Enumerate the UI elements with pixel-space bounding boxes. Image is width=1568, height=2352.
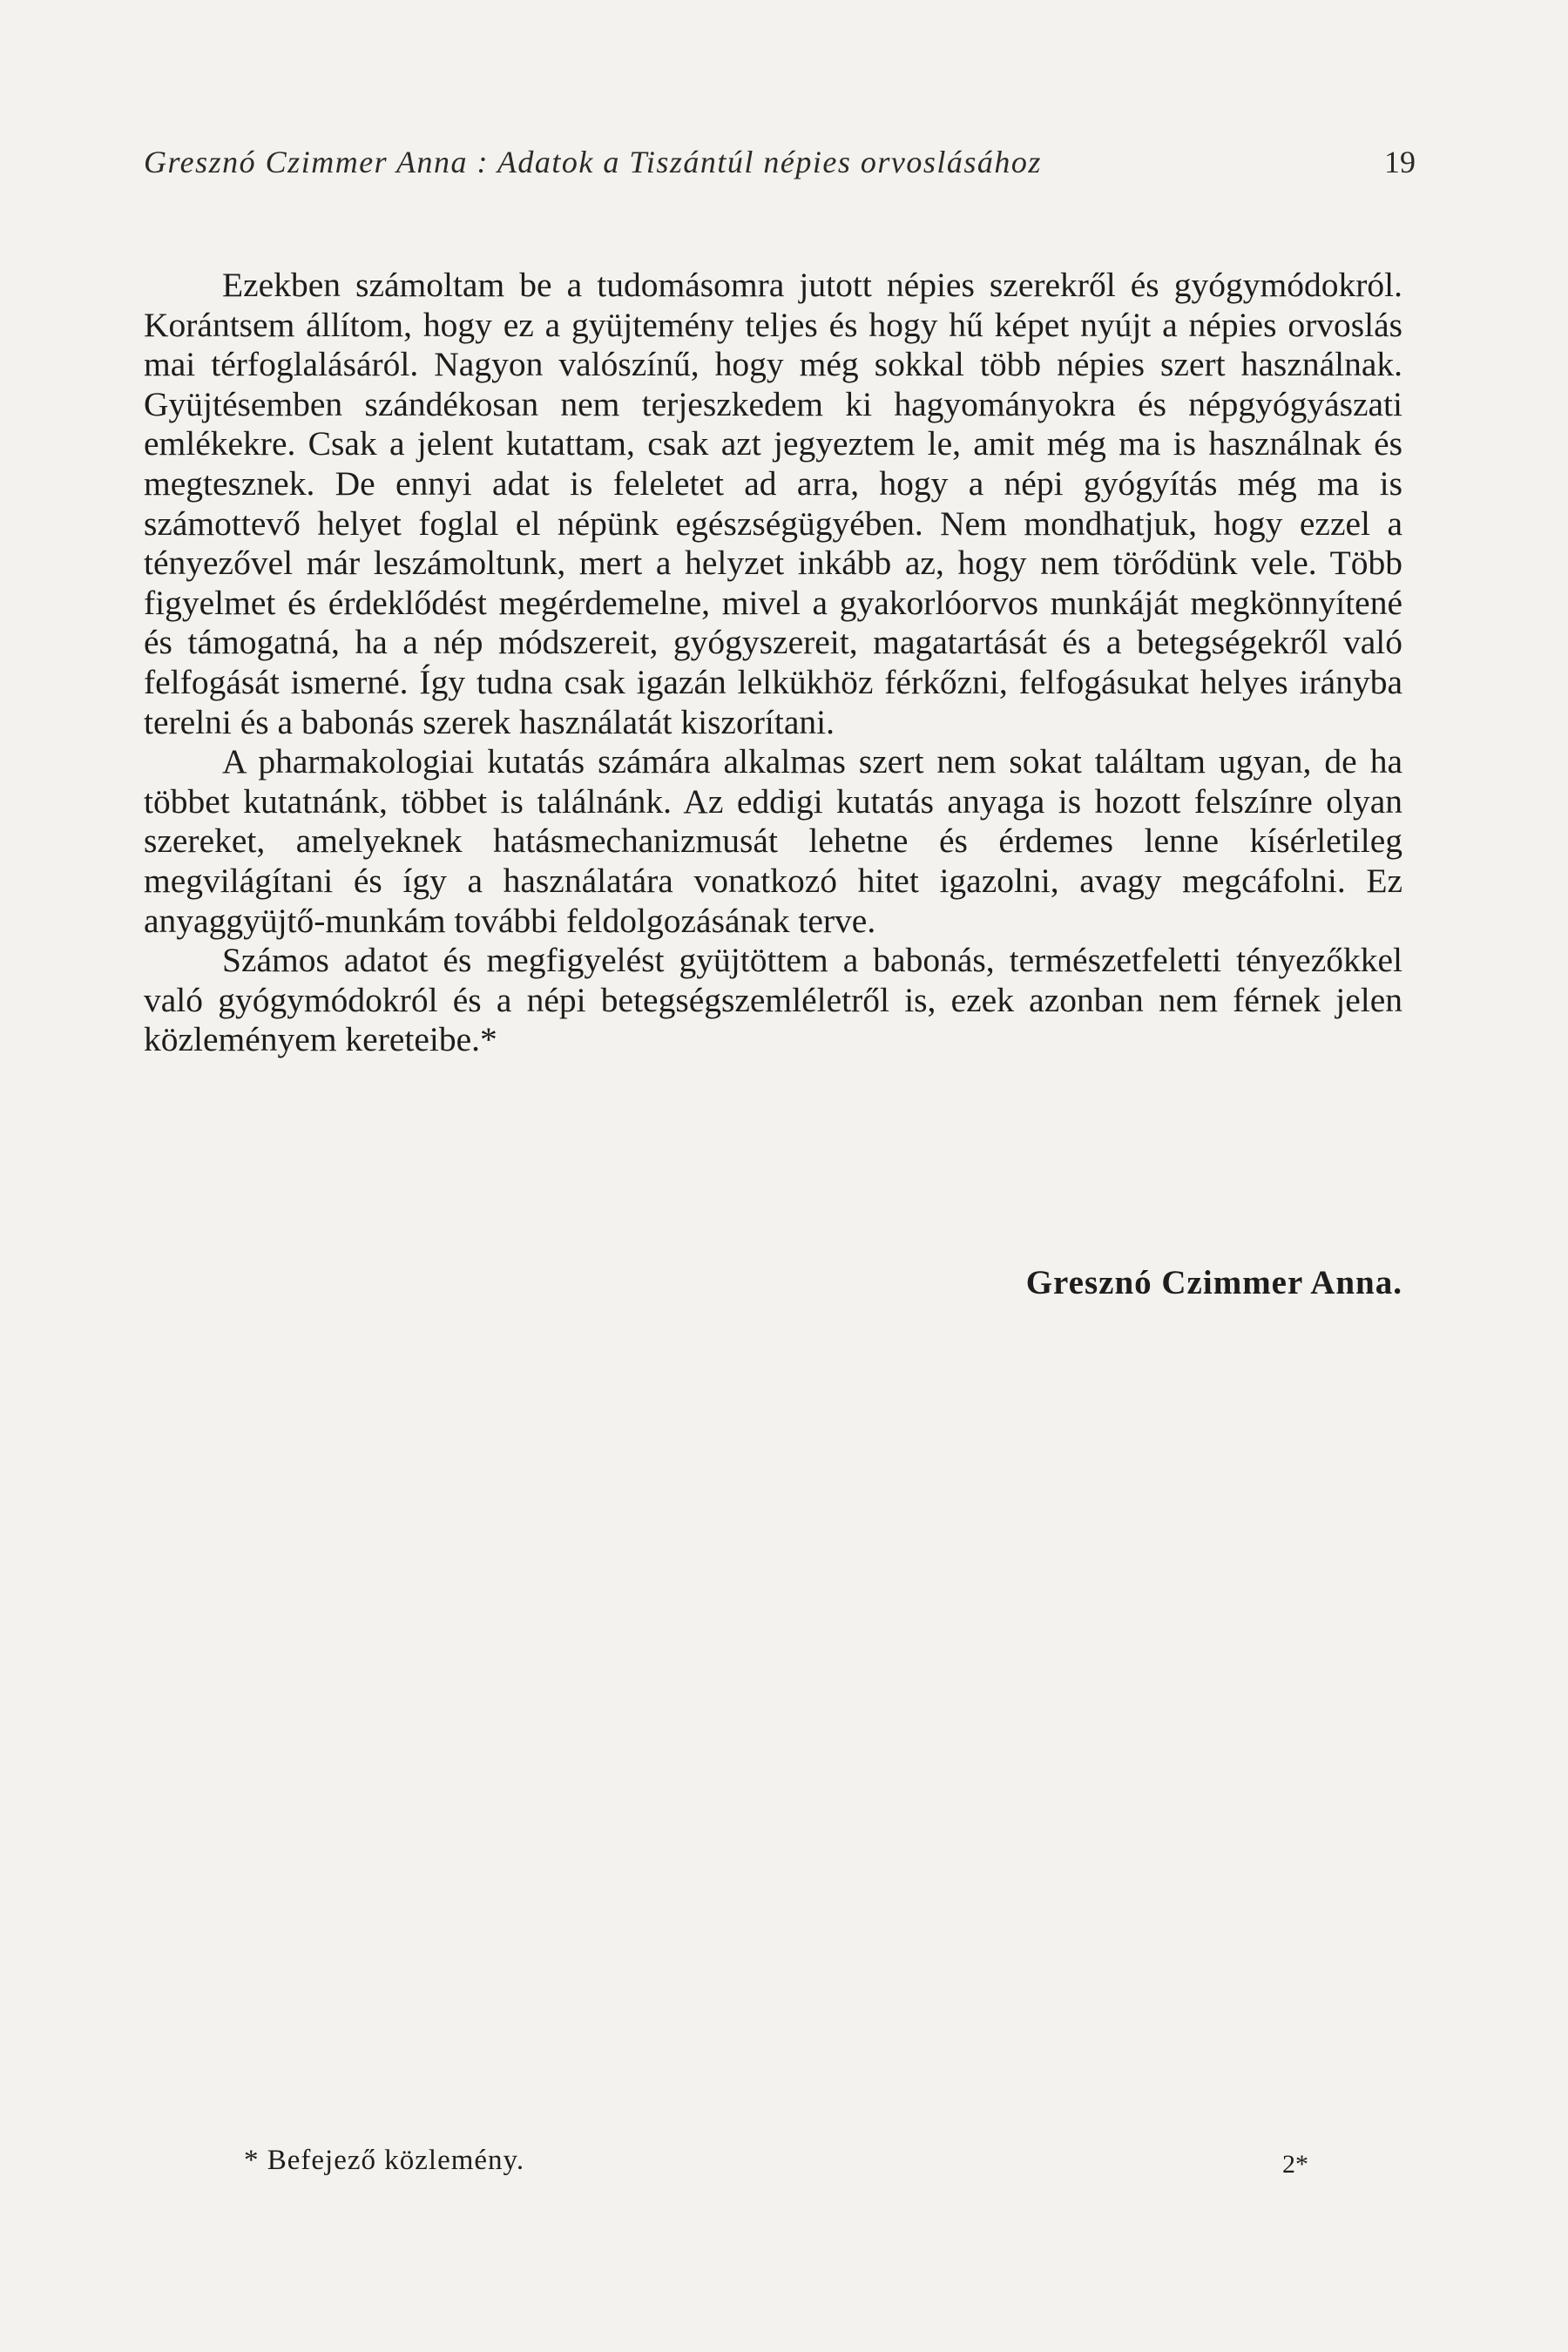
paragraph-2: A pharmakologiai kutatás számára alkalmas szert nem sokat találtam ugyan, de ha többet kutatnánk, többet is találnánk. Az eddigi kutatás anyaga is hozott felszínre olyan szereket, amelyeknek hatásmechanizmusát lehetne és érdemes lenne kísérletileg megvilágítani és így a használatára vonatkozó hitet igazolni, avagy megcáfolni. Ez anyaggyüjtő-munkám további feldolgozásának terve. (144, 742, 1402, 940)
running-head-title: Gresznó Czimmer Anna : Adatok a Tiszántúl népies orvoslásához (144, 145, 1042, 179)
page-number: 19 (1384, 145, 1416, 179)
article-body (144, 266, 1402, 1060)
paragraph-1: Ezekben számoltam be a tudomásomra jutott népies szerekről és gyógymódokról. Korántsem állítom, hogy ez a gyüjtemény teljes és hogy hű képet nyújt a népies orvoslás mai térfoglalásáról. Nagyon valószínű, hogy még sokkal több népies szert használnak. Gyüjtésemben szándékosan nem terjeszkedem ki hagyományokra és népgyógyászati emlékekre. Csak a jelent kutattam, csak azt jegyeztem le, amit még ma is használnak és megtesznek. De ennyi adat is feleletet ad arra, hogy a népi gyógyítás még ma is számottevő helyet foglal el népünk egészségügyében. Nem mondhatjuk, hogy ezzel a tényezővel már leszámoltunk, mert a helyzet inkább az, hogy nem törődünk vele. Több figyelmet és érdeklődést megérdemelne, mivel a gyakorlóorvos munkáját megkönnyítené és támogatná, ha a nép módszereit, gyógyszereit, magatartását és a betegségekről való felfogását ismerné. Így tudna csak igazán lelkükhöz férkőzni, felfogásukat helyes irányba terelni és a babonás szerek használatát kiszorítani. (144, 266, 1402, 741)
author-signature: Gresznó Czimmer Anna. (1025, 1264, 1402, 1301)
paragraph-3: Számos adatot és megfigyelést gyüjtöttem a babonás, természetfeletti tényezőkkel való gyógymódokról és a népi betegségszemléletről is, ezek azonban nem férnek jelen közleményem kereteibe.* (144, 941, 1402, 1059)
printer-signature-mark: 2* (1282, 2150, 1308, 2179)
footnote: * Befejező közlemény. (244, 2145, 525, 2176)
running-head (144, 144, 1416, 187)
